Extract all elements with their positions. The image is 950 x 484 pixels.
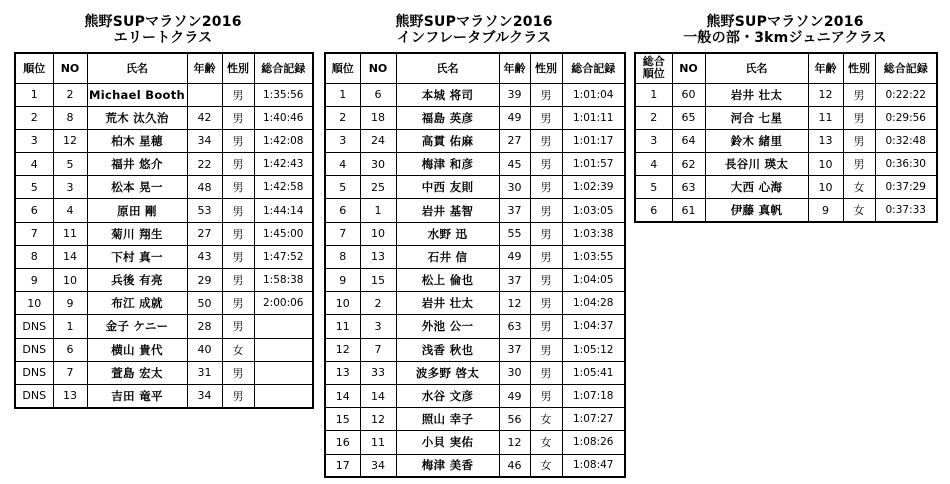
table-row (635, 106, 937, 129)
table-row (325, 153, 625, 176)
cell-no: 13 (360, 245, 396, 268)
cell-sex: 女 (843, 176, 875, 199)
cell-age: 13 (808, 129, 843, 152)
cell-sex: 男 (530, 222, 562, 245)
cell-age: 28 (187, 315, 222, 338)
cell-name: 河合 七星 (705, 106, 808, 129)
cell-rank: 7 (325, 222, 360, 245)
cell-rank: DNS (15, 361, 53, 384)
cell-no: 1 (360, 199, 396, 222)
cell-record: 0:37:33 (875, 199, 937, 222)
cell-rank: 9 (15, 269, 53, 292)
header-record: 総合記録 (562, 53, 625, 83)
cell-rank: 13 (325, 361, 360, 384)
table-row (325, 292, 625, 315)
cell-name: 梅津 美香 (396, 454, 499, 477)
header-name: 氏名 (396, 53, 499, 83)
table-row (325, 315, 625, 338)
cell-rank: 5 (325, 176, 360, 199)
cell-record: 1:08:47 (562, 454, 625, 477)
elite-panel (14, 14, 314, 409)
cell-no: 13 (53, 384, 87, 407)
cell-no: 61 (672, 199, 705, 222)
cell-sex: 男 (530, 83, 562, 106)
cell-name: 布江 成就 (87, 292, 187, 315)
cell-rank: 16 (325, 431, 360, 454)
table-row (15, 199, 313, 222)
cell-sex: 男 (530, 153, 562, 176)
cell-sex: 男 (530, 338, 562, 361)
table-row (15, 106, 313, 129)
cell-age: 30 (499, 361, 530, 384)
cell-name: 鈴木 緒里 (705, 129, 808, 152)
cell-name: 中西 友則 (396, 176, 499, 199)
junior-table (634, 52, 938, 223)
junior-table-body (635, 83, 937, 222)
cell-no: 25 (360, 176, 396, 199)
cell-name: 水野 迅 (396, 222, 499, 245)
cell-age: 55 (499, 222, 530, 245)
cell-sex: 男 (222, 222, 254, 245)
inflatable-table-body (325, 83, 625, 477)
cell-name: 松本 晃一 (87, 176, 187, 199)
cell-rank: 5 (635, 176, 672, 199)
cell-rank: 6 (325, 199, 360, 222)
cell-record: 1:07:18 (562, 384, 625, 407)
cell-no: 4 (53, 199, 87, 222)
table-row (15, 361, 313, 384)
cell-no: 62 (672, 153, 705, 176)
cell-rank: 15 (325, 408, 360, 431)
cell-no: 14 (360, 384, 396, 407)
cell-record: 2:00:06 (254, 292, 313, 315)
cell-name: 小貝 実佑 (396, 431, 499, 454)
cell-name: 松上 倫也 (396, 269, 499, 292)
cell-rank: 7 (15, 222, 53, 245)
table-row (325, 408, 625, 431)
header-sex: 性別 (222, 53, 254, 83)
cell-name: 福井 悠介 (87, 153, 187, 176)
cell-name: 長谷川 瑛太 (705, 153, 808, 176)
cell-rank: 9 (325, 269, 360, 292)
cell-rank: 4 (635, 153, 672, 176)
cell-age: 10 (808, 153, 843, 176)
cell-no: 6 (360, 83, 396, 106)
header-age: 年齢 (499, 53, 530, 83)
cell-name: 石井 信 (396, 245, 499, 268)
cell-name: 大西 心海 (705, 176, 808, 199)
cell-rank: 3 (325, 129, 360, 152)
cell-age: 56 (499, 408, 530, 431)
cell-name: 吉田 竜平 (87, 384, 187, 407)
cell-rank: DNS (15, 338, 53, 361)
cell-rank: 2 (325, 106, 360, 129)
cell-no: 2 (53, 83, 87, 106)
cell-no: 18 (360, 106, 396, 129)
cell-name: 萱島 宏太 (87, 361, 187, 384)
cell-record: 1:44:14 (254, 199, 313, 222)
cell-age: 9 (808, 199, 843, 222)
cell-sex: 男 (530, 315, 562, 338)
cell-age: 34 (187, 384, 222, 407)
cell-sex: 男 (530, 384, 562, 407)
elite-subtitle: エリートクラス (113, 30, 213, 46)
cell-sex: 男 (222, 384, 254, 407)
cell-sex: 男 (222, 269, 254, 292)
cell-rank: 6 (635, 199, 672, 222)
cell-sex: 女 (530, 408, 562, 431)
cell-rank: 1 (635, 83, 672, 106)
cell-name: 伊藤 真帆 (705, 199, 808, 222)
inflatable-table (324, 52, 626, 478)
cell-no: 9 (53, 292, 87, 315)
cell-no: 63 (672, 176, 705, 199)
cell-no: 1 (53, 315, 87, 338)
header-rank-line2: 順位 (642, 67, 665, 81)
cell-age: 40 (187, 338, 222, 361)
cell-name: 荒木 汰久治 (87, 106, 187, 129)
cell-sex: 男 (530, 292, 562, 315)
elite-table-body (15, 83, 313, 408)
cell-age: 12 (499, 431, 530, 454)
table-row (325, 245, 625, 268)
cell-name: 下村 真一 (87, 245, 187, 268)
table-row (635, 153, 937, 176)
table-row (15, 338, 313, 361)
cell-sex: 男 (222, 106, 254, 129)
cell-sex: 男 (843, 106, 875, 129)
cell-name: 福島 英彦 (396, 106, 499, 129)
cell-age: 39 (499, 83, 530, 106)
cell-no: 12 (53, 129, 87, 152)
table-row (15, 384, 313, 407)
header-rank: 順位 (15, 53, 53, 83)
cell-age: 31 (187, 361, 222, 384)
cell-age: 29 (187, 269, 222, 292)
cell-age: 63 (499, 315, 530, 338)
cell-no: 30 (360, 153, 396, 176)
header-rank-line1: 総合 (642, 55, 665, 69)
cell-record: 1:45:00 (254, 222, 313, 245)
cell-record: 1:02:39 (562, 176, 625, 199)
cell-no: 15 (360, 269, 396, 292)
cell-record: 1:04:28 (562, 292, 625, 315)
cell-record: 1:42:08 (254, 129, 313, 152)
table-row (15, 176, 313, 199)
cell-record: 1:04:05 (562, 269, 625, 292)
cell-age: 53 (187, 199, 222, 222)
cell-sex: 男 (222, 83, 254, 106)
cell-name: 岩井 壮太 (396, 292, 499, 315)
cell-sex: 男 (222, 199, 254, 222)
junior-subtitle: 一般の部・3kmジュニアクラス (683, 30, 887, 46)
cell-record (254, 384, 313, 407)
cell-record (254, 338, 313, 361)
cell-rank: 11 (325, 315, 360, 338)
header-sex: 性別 (843, 53, 875, 83)
cell-no: 11 (53, 222, 87, 245)
cell-rank: 8 (15, 245, 53, 268)
cell-age: 37 (499, 338, 530, 361)
cell-rank: 1 (325, 83, 360, 106)
cell-sex: 男 (222, 129, 254, 152)
cell-record: 1:03:55 (562, 245, 625, 268)
cell-no: 8 (53, 106, 87, 129)
cell-no: 11 (360, 431, 396, 454)
table-row (325, 269, 625, 292)
cell-record: 0:22:22 (875, 83, 937, 106)
cell-record: 1:42:58 (254, 176, 313, 199)
cell-rank: 8 (325, 245, 360, 268)
cell-no: 2 (360, 292, 396, 315)
cell-no: 34 (360, 454, 396, 477)
cell-sex: 女 (530, 431, 562, 454)
cell-rank: 6 (15, 199, 53, 222)
table-row (15, 129, 313, 152)
cell-record (254, 361, 313, 384)
header-record: 総合記録 (254, 53, 313, 83)
table-row (15, 245, 313, 268)
cell-sex: 女 (530, 454, 562, 477)
cell-name: 金子 ケニー (87, 315, 187, 338)
cell-no: 3 (360, 315, 396, 338)
cell-name: 波多野 啓太 (396, 361, 499, 384)
cell-age: 11 (808, 106, 843, 129)
cell-rank: 4 (325, 153, 360, 176)
cell-no: 10 (360, 222, 396, 245)
cell-no: 64 (672, 129, 705, 152)
cell-record: 1:01:17 (562, 129, 625, 152)
cell-name: 本城 将司 (396, 83, 499, 106)
cell-record: 1:03:05 (562, 199, 625, 222)
cell-name: 梅津 和彦 (396, 153, 499, 176)
table-row (635, 199, 937, 222)
table-row (635, 129, 937, 152)
junior-panel (634, 14, 938, 223)
cell-age: 27 (499, 129, 530, 152)
cell-name: 菊川 翔生 (87, 222, 187, 245)
cell-sex: 男 (843, 153, 875, 176)
table-row (15, 222, 313, 245)
table-row (325, 83, 625, 106)
cell-age (187, 83, 222, 106)
cell-rank: 5 (15, 176, 53, 199)
cell-name: 柏木 星穂 (87, 129, 187, 152)
cell-record: 0:37:29 (875, 176, 937, 199)
cell-record: 1:05:41 (562, 361, 625, 384)
cell-age: 49 (499, 245, 530, 268)
cell-sex: 男 (530, 269, 562, 292)
cell-name: Michael Booth (87, 83, 187, 106)
header-name: 氏名 (87, 53, 187, 83)
header-no: NO (360, 53, 396, 83)
cell-rank: 14 (325, 384, 360, 407)
cell-sex: 男 (222, 361, 254, 384)
cell-no: 33 (360, 361, 396, 384)
cell-age: 49 (499, 384, 530, 407)
cell-no: 3 (53, 176, 87, 199)
cell-age: 37 (499, 199, 530, 222)
cell-name: 原田 剛 (87, 199, 187, 222)
header-age: 年齢 (808, 53, 843, 83)
cell-sex: 男 (843, 83, 875, 106)
cell-age: 46 (499, 454, 530, 477)
cell-sex: 男 (530, 176, 562, 199)
cell-record (254, 315, 313, 338)
cell-name: 岩井 壮太 (705, 83, 808, 106)
header-record: 総合記録 (875, 53, 937, 83)
cell-rank: 1 (15, 83, 53, 106)
table-row (325, 384, 625, 407)
inflatable-panel (324, 14, 626, 478)
header-rank (635, 53, 672, 83)
cell-record: 0:36:30 (875, 153, 937, 176)
cell-sex: 男 (222, 153, 254, 176)
cell-rank: 3 (635, 129, 672, 152)
cell-name: 外池 公一 (396, 315, 499, 338)
cell-name: 岩井 基智 (396, 199, 499, 222)
cell-sex: 男 (530, 199, 562, 222)
cell-name: 横山 貴代 (87, 338, 187, 361)
cell-record: 1:58:38 (254, 269, 313, 292)
cell-record: 1:03:38 (562, 222, 625, 245)
cell-record: 0:32:48 (875, 129, 937, 152)
elite-title: 熊野SUPマラソン2016 (84, 14, 242, 30)
header-no: NO (53, 53, 87, 83)
header-name: 氏名 (705, 53, 808, 83)
cell-record: 1:35:56 (254, 83, 313, 106)
cell-sex: 男 (530, 106, 562, 129)
cell-rank: 2 (15, 106, 53, 129)
cell-record: 1:07:27 (562, 408, 625, 431)
cell-rank: 17 (325, 454, 360, 477)
cell-record: 1:47:52 (254, 245, 313, 268)
table-header-row (15, 53, 313, 83)
cell-rank: 12 (325, 338, 360, 361)
cell-no: 60 (672, 83, 705, 106)
cell-record: 1:01:11 (562, 106, 625, 129)
table-row (15, 292, 313, 315)
cell-sex: 男 (530, 361, 562, 384)
cell-no: 14 (53, 245, 87, 268)
cell-name: 高貫 佑麻 (396, 129, 499, 152)
cell-age: 37 (499, 269, 530, 292)
cell-sex: 男 (530, 129, 562, 152)
table-header-row (325, 53, 625, 83)
cell-name: 照山 幸子 (396, 408, 499, 431)
inflatable-title: 熊野SUPマラソン2016 (395, 14, 553, 30)
cell-sex: 男 (222, 176, 254, 199)
table-row (635, 176, 937, 199)
cell-no: 65 (672, 106, 705, 129)
cell-rank: 2 (635, 106, 672, 129)
cell-rank: DNS (15, 384, 53, 407)
cell-age: 50 (187, 292, 222, 315)
cell-age: 45 (499, 153, 530, 176)
table-header-row (635, 53, 937, 83)
cell-sex: 男 (843, 129, 875, 152)
cell-sex: 女 (843, 199, 875, 222)
table-row (325, 454, 625, 477)
cell-no: 6 (53, 338, 87, 361)
table-row (15, 153, 313, 176)
header-rank: 順位 (325, 53, 360, 83)
cell-sex: 女 (222, 338, 254, 361)
cell-age: 49 (499, 106, 530, 129)
table-row (325, 338, 625, 361)
table-row (15, 315, 313, 338)
junior-title: 熊野SUPマラソン2016 (706, 14, 864, 30)
cell-name: 兵後 有亮 (87, 269, 187, 292)
header-age: 年齢 (187, 53, 222, 83)
header-sex: 性別 (530, 53, 562, 83)
table-row (635, 83, 937, 106)
table-row (325, 222, 625, 245)
table-row (325, 106, 625, 129)
cell-name: 水谷 文彦 (396, 384, 499, 407)
cell-no: 12 (360, 408, 396, 431)
cell-record: 1:42:43 (254, 153, 313, 176)
cell-rank: DNS (15, 315, 53, 338)
cell-record: 1:01:04 (562, 83, 625, 106)
inflatable-subtitle: インフレータブルクラス (396, 30, 552, 46)
table-row (325, 431, 625, 454)
cell-rank: 10 (325, 292, 360, 315)
cell-age: 42 (187, 106, 222, 129)
cell-record: 1:04:37 (562, 315, 625, 338)
cell-no: 24 (360, 129, 396, 152)
cell-record: 1:40:46 (254, 106, 313, 129)
cell-age: 43 (187, 245, 222, 268)
cell-age: 48 (187, 176, 222, 199)
cell-record: 1:05:12 (562, 338, 625, 361)
table-row (325, 361, 625, 384)
cell-age: 12 (808, 83, 843, 106)
cell-record: 1:08:26 (562, 431, 625, 454)
cell-age: 10 (808, 176, 843, 199)
cell-sex: 男 (222, 315, 254, 338)
cell-age: 22 (187, 153, 222, 176)
elite-table (14, 52, 314, 409)
table-row (15, 83, 313, 106)
cell-age: 12 (499, 292, 530, 315)
cell-no: 7 (360, 338, 396, 361)
header-no: NO (672, 53, 705, 83)
table-row (15, 269, 313, 292)
cell-age: 30 (499, 176, 530, 199)
cell-no: 5 (53, 153, 87, 176)
cell-no: 7 (53, 361, 87, 384)
table-row (325, 176, 625, 199)
table-row (325, 129, 625, 152)
cell-record: 0:29:56 (875, 106, 937, 129)
cell-sex: 男 (222, 292, 254, 315)
cell-sex: 男 (222, 245, 254, 268)
cell-age: 27 (187, 222, 222, 245)
cell-rank: 10 (15, 292, 53, 315)
cell-record: 1:01:57 (562, 153, 625, 176)
cell-no: 10 (53, 269, 87, 292)
cell-rank: 4 (15, 153, 53, 176)
table-row (325, 199, 625, 222)
cell-sex: 男 (530, 245, 562, 268)
cell-name: 浅香 秋也 (396, 338, 499, 361)
cell-age: 34 (187, 129, 222, 152)
cell-rank: 3 (15, 129, 53, 152)
